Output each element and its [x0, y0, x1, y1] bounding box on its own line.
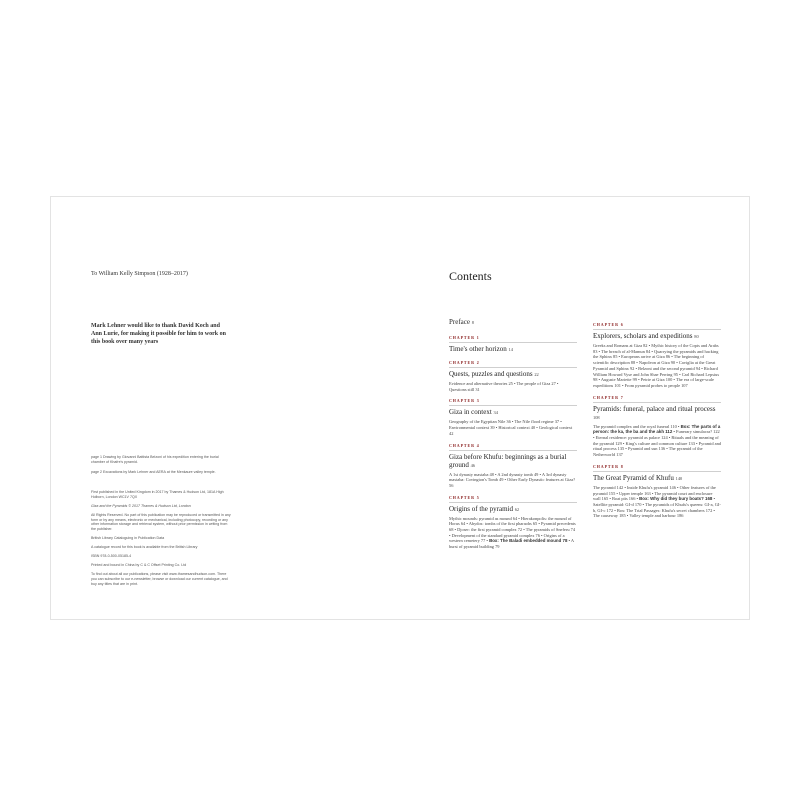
chapter-label: CHAPTER 8 [593, 463, 624, 469]
caption-page-1: page 1 Drawing by Giovanni Battista Belzoni of his expedition entering the burial chamber of Khafre's pyramid. [91, 455, 219, 464]
chapter-label: CHAPTER 2 [449, 360, 480, 365]
chapter-title [593, 329, 721, 341]
chapter-title [449, 405, 577, 417]
chapter-sections: Geography of the Egyptian Nile 36 • The Nile flood regime 37 • Environmental context 39 • Historical context 40 • Geological context 42 [449, 419, 573, 436]
chapter-title-text: Time's other horizon [449, 345, 507, 353]
imprint-line: ISBN 978-0-500-05185-4 [91, 554, 132, 559]
copyright-imprint [91, 490, 231, 591]
imprint-line: Printed and bound in China by C & C Offset Printing Co. Ltd [91, 563, 187, 568]
chapter-sections: A 1st dynasty mastaba 48 • A 2nd dynasty tomb 49 • A 3rd dynasty mastaba: Covington's Tomb 49 • Other Early Dynastic features at Giza? 56 [449, 471, 576, 488]
chapter-title-text: Giza before Khufu: beginnings as a burial ground [449, 452, 567, 469]
preface-label: Preface [449, 318, 470, 326]
sections-text-end: • A burst of pyramid building 79 [449, 538, 574, 550]
chapter-label: CHAPTER 3 [449, 398, 480, 404]
caption-page-2: page 2 Excavations by Mark Lehner and AERA at the Menkaure valley temple. [91, 469, 216, 474]
chapter-sections [593, 485, 721, 519]
chapter-page: 22 [534, 372, 539, 377]
chapter-4 [449, 443, 577, 489]
box-entry: Box: The Baladi embedded mound 78 [489, 538, 568, 544]
chapter-title [449, 367, 577, 379]
chapter-page: 140 [675, 475, 683, 481]
chapter-sections: Evidence and alternative theories 25 • The people of Giza 27 • Questions still 31 [449, 381, 559, 392]
chapter-title-text: Origins of the pyramid [449, 504, 513, 513]
chapter-label: CHAPTER 7 [593, 394, 624, 400]
box-entry: Box: The parts of a person: the ka, the ba and the akh 112 [593, 423, 721, 435]
left-page [51, 197, 401, 619]
chapter-title [449, 342, 577, 354]
chapter-label: CHAPTER 1 [449, 335, 480, 340]
contents-column-2 [593, 322, 721, 525]
chapter-3 [449, 398, 577, 436]
chapter-title-text: Quests, puzzles and questions [449, 370, 533, 378]
chapter-1 [449, 335, 577, 354]
sections-text: Mythic mounds: pyramid as mound 64 • Hierakonpolis: the mound of Horus 64 • Abydos: tombs of the first pharaohs 65 • Pyramid precedents 68 • Djoser: the first pyramid complex 72 • The pyramids of Sneferu 74 • Development of the standard pyramid complex 76 • Origins of a western cemetery 77 • [449, 515, 576, 544]
chapter-label: CHAPTER 4 [449, 442, 480, 448]
imprint-line: A catalogue record for this book is available from the British Library [91, 545, 198, 550]
chapter-label: CHAPTER 6 [593, 322, 624, 327]
sections-text: The pyramid 142 • Inside Khufu's pyramid 146 • Other features of the pyramid 155 • Upper temple 163 • The pyramid court and enclosure wall 165 • Boat pits 166 • [593, 484, 716, 502]
right-page [401, 197, 751, 619]
chapter-title [593, 402, 721, 422]
preface-page: 8 [471, 320, 474, 325]
sections-text-end: • Satellite pyramid: GI-d 170 • The pyramids of Khufu's queens: GI-a, GI-b, GI-c 172 • Box: The Trial Passages: Khufu's secret chambers 172 • The causeway 185 • Valley temple and harbour 186 [593, 496, 721, 519]
sections-text: The pyramid complex and the royal funeral 110 • [593, 423, 680, 429]
chapter-sections: Greeks and Romans at Giza 82 • Mythic history of the Copts and Arabs 83 • The breach of al-Mamun 84 • Quarrying the pyramids and hacking the Sphinx 85 • Europeans arrive at Giza 86 • The beginning of scientific description 88 • Napoleon at Giza 90 • Caviglia at the Great Pyramid and Sphinx 92 • Belzoni and the second pyramid 94 • Richard William Howard Vyse and John Shae Perring 95 • Carl Richard Lepsius 98 • Auguste Mariette 99 • Petrie at Giza 100 • The era of large-scale expeditions 101 • From pyramid probes to people 107 [593, 343, 720, 388]
chapter-sections [593, 424, 721, 458]
picture-captions [91, 455, 221, 479]
contents-title: Contents [449, 269, 492, 283]
book-spread [50, 196, 750, 620]
chapter-title-text: Giza in context [449, 408, 492, 417]
imprint-line: To find out about all our publications, please visit www.thamesandhudson.com. There you can subscribe to our e-newsletter, browse or download our current catalogue, and buy any titles that are in print. [91, 572, 228, 586]
chapter-title [449, 450, 577, 470]
sections-text-end: • Funerary simulacra? 122 • Eternal residence: pyramid as palace 124 • Rituals and the meaning of the pyramid 129 • King's culture and common culture 133 • Pyramid and ritual process 135 • Pyramid and sun 136 • The pyramid of the Netherworld 137 [593, 429, 721, 458]
chapter-page: 108 [593, 414, 600, 420]
chapter-title-text: Pyramids: funeral, palace and ritual process [593, 404, 716, 413]
chapter-page: 80 [694, 334, 699, 339]
chapter-label: CHAPTER 5 [449, 494, 480, 500]
chapter-6 [593, 322, 721, 389]
imprint-line: Giza and the Pyramids © 2017 Thames & Hudson Ltd, London [91, 503, 191, 508]
acknowledgement: Mark Lehner would like to thank David Koch and Ann Lurie, for making it possible for him to work on this book over many years [91, 323, 226, 346]
dedication: To William Kelly Simpson (1928–2017) [91, 271, 188, 277]
chapter-page: 34 [493, 410, 498, 416]
imprint-line: All Rights Reserved. No part of this publication may be reproduced or transmitted in any form or by any means, electronic or mechanical, including photocopy, recording or any other information storage and retrieval system, without prior permission in writing from the publisher. [91, 512, 231, 532]
chapter-2 [449, 360, 577, 392]
chapter-7 [593, 395, 721, 458]
chapter-page: 46 [470, 462, 475, 468]
chapter-page: 14 [508, 347, 513, 352]
chapter-title [593, 471, 721, 483]
box-entry: Box: Why did they bury boats? 168 [639, 496, 713, 502]
chapter-8 [593, 464, 721, 519]
chapter-title-text: The Great Pyramid of Khufu [593, 473, 674, 482]
imprint-line: First published in the United Kingdom in 2017 by Thames & Hudson Ltd, 181A High Holborn, London WC1V 7QX [91, 490, 224, 499]
chapter-page: 62 [514, 506, 520, 512]
chapter-sections [449, 516, 577, 550]
contents-column-1 [449, 318, 577, 556]
chapter-5 [449, 495, 577, 550]
preface-entry [449, 318, 577, 326]
chapter-title-text: Explorers, scholars and expeditions [593, 332, 693, 340]
chapter-title [449, 502, 577, 514]
imprint-line: British Library Cataloguing in Publication Data [91, 536, 165, 541]
